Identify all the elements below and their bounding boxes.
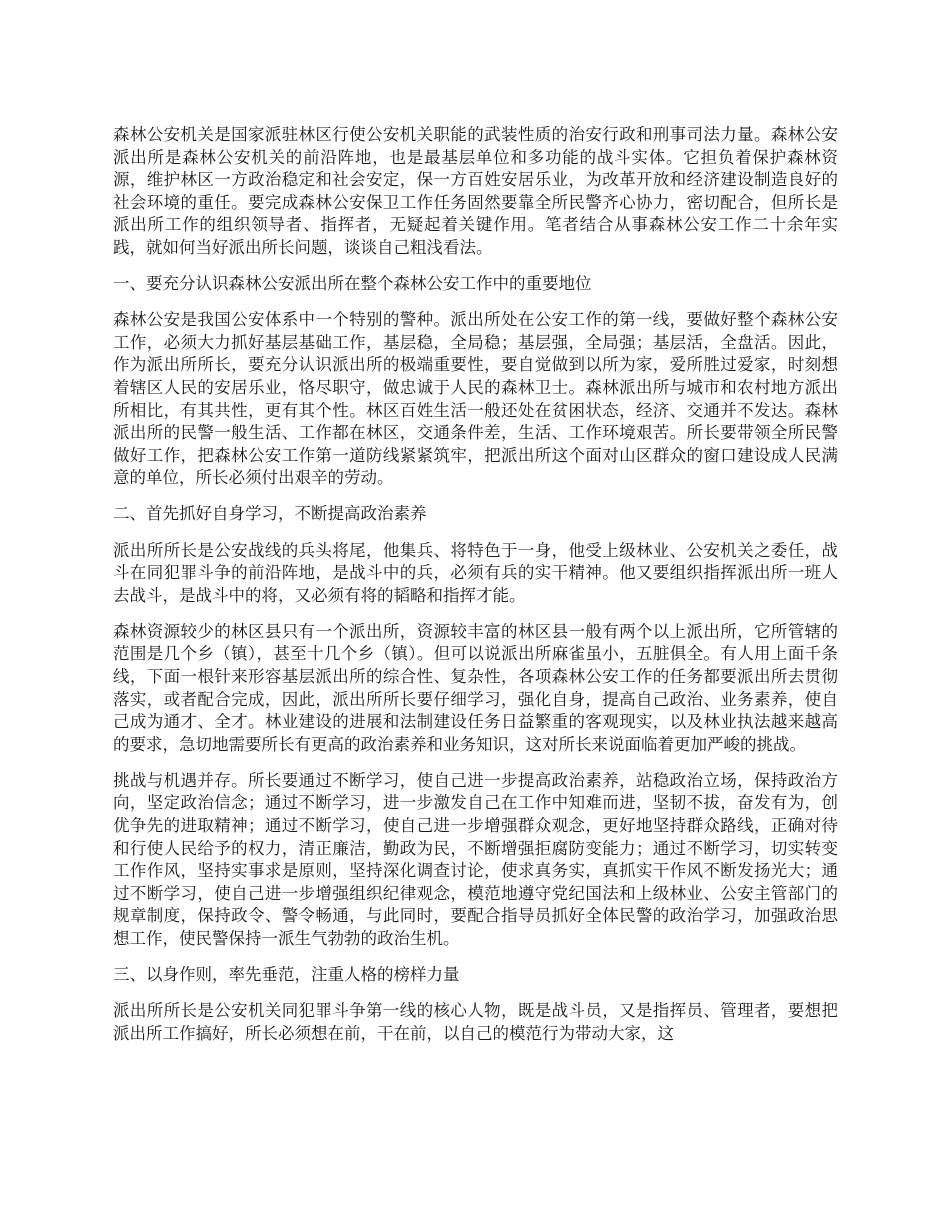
section-1-paragraph: 森林公安是我国公安体系中一个特别的警种。派出所处在公安工作的第一线，要做好整个森林公安工作，必须大力抓好基层基础工作，基层稳，全局稳；基层强，全局强；基层活，全盘活。因此，作为派出所所长，要充分认识派出所的极端重要性，要自觉做到以所为家，爱所胜过爱家，时刻想着辖区人民的安居乐业，恪尽职守，做忠诚于人民的森林卫士。森林派出所与城市和农村地方派出所相比，有其共性，更有其个性。林区百姓生活一般还处在贫困状态，经济、交通并不发达。森林派出所的民警一般生活、工作都在林区，交通条件差，生活、工作环境艰苦。所长要带领全所民警做好工作，把森林公安工作第一道防线紧紧筑牢，把派出所这个面对山区群众的窗口建设成人民满意的单位，所长必须付出艰辛的劳动。: [113, 310, 838, 488]
section-2-paragraph-3: 挑战与机遇并存。所长要通过不断学习，使自己进一步提高政治素养，站稳政治立场，保持政治方向，坚定政治信念；通过不断学习，进一步激发自己在工作中知难而进，坚韧不拔，奋发有为，创优争先的进取精神；通过不断学习，使自己进一步增强群众观念，更好地坚持群众路线，正确对待和行使人民给予的权力，清正廉洁，勤政为民，不断增强拒腐防变能力；通过不断学习，切实转变工作作风，坚持实事求是原则，坚持深化调查讨论，使求真务实，真抓实干作风不断发扬光大；通过不断学习，使自己进一步增强组织纪律观念，模范地遵守党纪国法和上级林业、公安主管部门的规章制度，保持政令、警令畅通，与此同时，要配合指导员抓好全体民警的政治学习，加强政治思想工作，使民警保持一派生气勃勃的政治生机。: [113, 770, 838, 948]
section-2-paragraph-2: 森林资源较少的林区县只有一个派出所，资源较丰富的林区县一般有两个以上派出所，它所管辖的范围是几个乡（镇），甚至十几个乡（镇）。但可以说派出所麻雀虽小，五脏俱全。有人用上面千条线，下面一根针来形容基层派出所的综合性、复杂性，各项森林公安工作的任务都要派出所去贯彻落实，或者配合完成，因此，派出所所长要仔细学习，强化自身，提高自己政治、业务素养，使自己成为通才、全才。林业建设的进展和法制建设任务日益繁重的客观现实，以及林业执法越来越高的要求，急切地需要所长有更高的政治素养和业务知识，这对所长来说面临着更加严峻的挑战。: [113, 621, 838, 754]
section-3-paragraph-1: 派出所所长是公安机关同犯罪斗争第一线的核心人物，既是战斗员，又是指挥员、管理者，要想把派出所工作搞好，所长必须想在前，干在前，以自己的模范行为带动大家，这: [113, 1001, 838, 1043]
section-heading-1: 一、要充分认识森林公安派出所在整个森林公安工作中的重要地位: [113, 274, 592, 294]
intro-paragraph: 森林公安机关是国家派驻林区行使公安机关职能的武装性质的治安行政和刑事司法力量。森林公安派出所是森林公安机关的前沿阵地，也是最基层单位和多功能的战斗实体。它担负着保护森林资源，维护林区一方政治稳定和社会安定，保一方百姓安居乐业，为改革开放和经济建设制造良好的社会环境的重任。要完成森林公安保卫工作任务固然要靠全所民警齐心协力，密切配合，但所长是派出所工作的组织领导者、指挥者，无疑起着关键作用。笔者结合从事森林公安工作二十余年实践，就如何当好派出所长问题，谈谈自己粗浅看法。: [113, 125, 838, 257]
section-heading-2: 二、首先抓好自身学习，不断提高政治素养: [113, 504, 427, 524]
section-2-paragraph-1: 派出所所长是公安战线的兵头将尾，他集兵、将特色于一身，他受上级林业、公安机关之委任，战斗在同犯罪斗争的前沿阵地，是战斗中的兵，必须有兵的实干精神。他又要组织指挥派出所一班人去战斗，是战斗中的将，又必须有将的韬略和指挥才能。: [113, 540, 838, 605]
section-heading-3: 三、以身作则，率先垂范，注重人格的榜样力量: [113, 965, 460, 985]
document-page: [113, 124, 838, 1059]
